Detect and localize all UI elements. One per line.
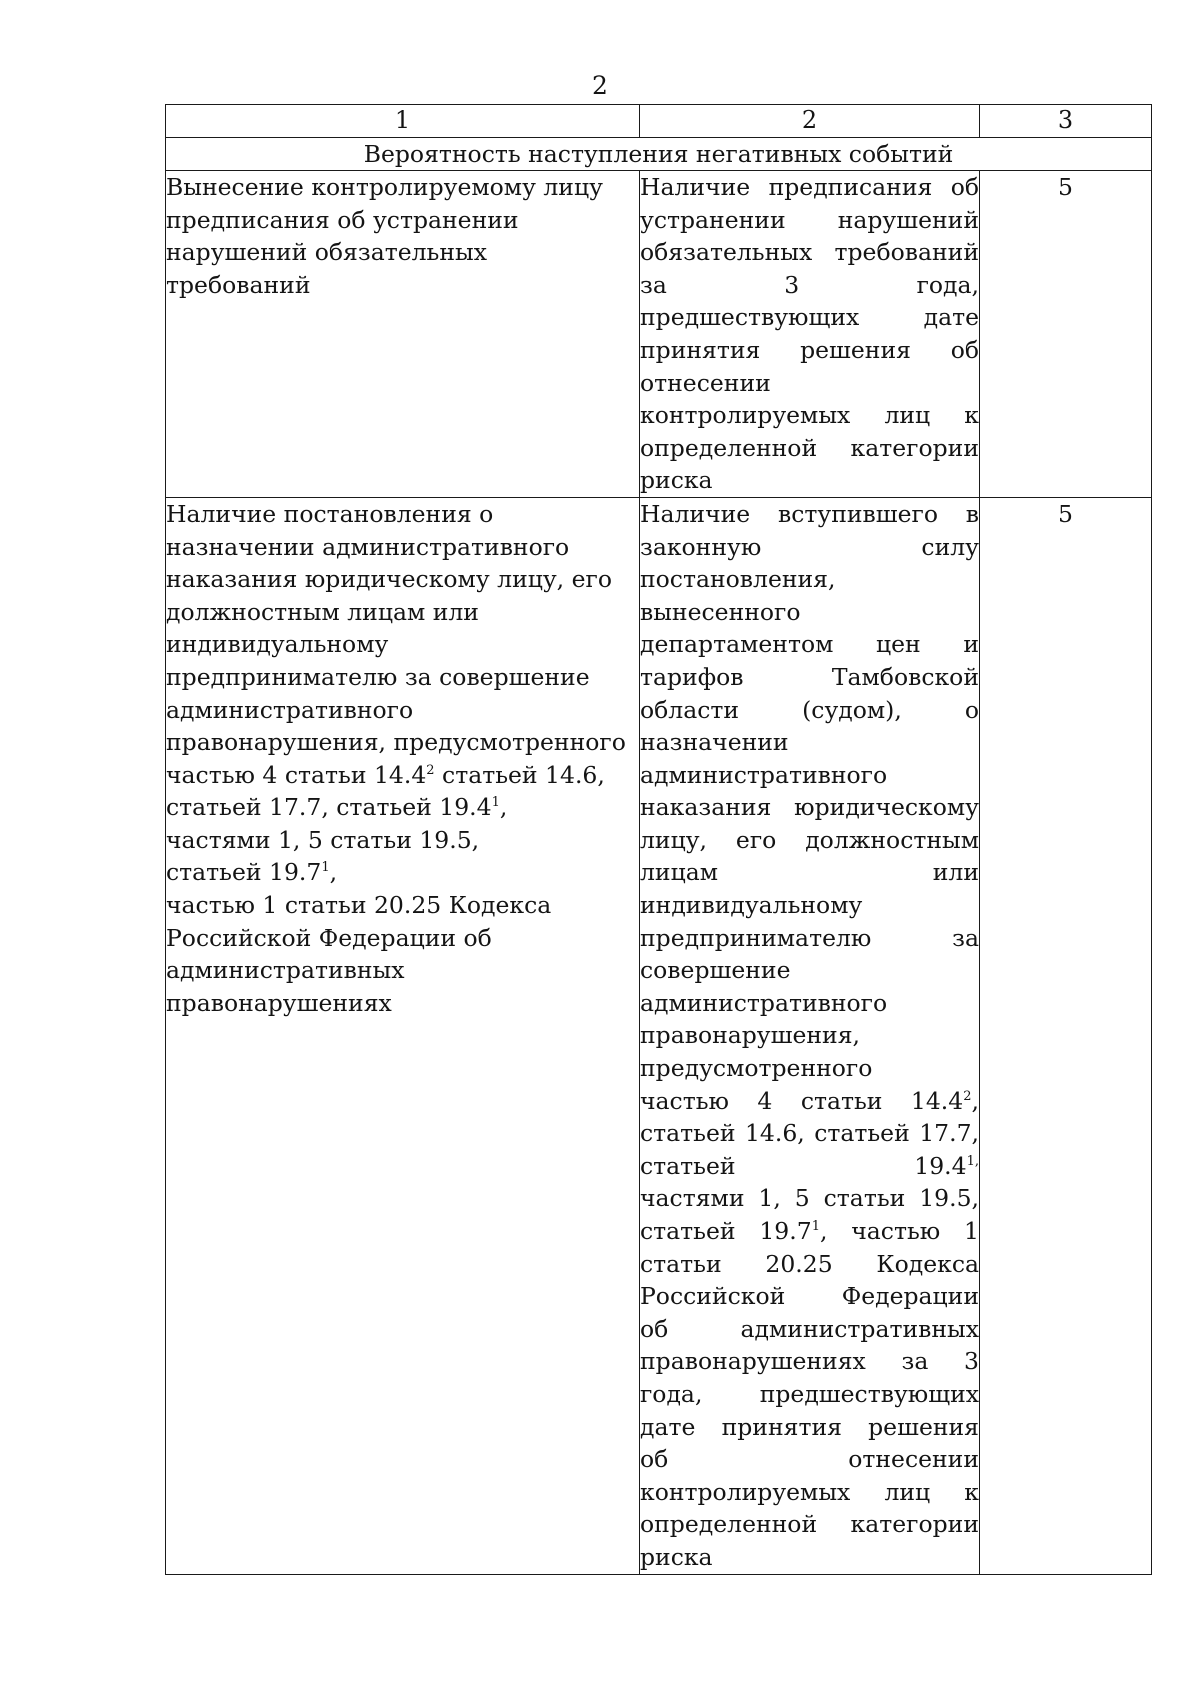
description-line: определенной категории — [640, 1510, 979, 1539]
description-line: контролируемых лиц к — [640, 1477, 979, 1506]
description-cell — [640, 497, 980, 1574]
description-line: риска — [640, 466, 713, 495]
description-line: принятия решения об — [640, 335, 979, 364]
description-line: индивидуальному — [640, 891, 863, 920]
description-cell — [640, 171, 980, 498]
criterion-line: частью 4 статьи 14.4$^2$ статьей 14.6, — [166, 760, 605, 789]
criterion-line: административных — [166, 956, 405, 985]
description-line: административного — [640, 760, 888, 789]
criterion-line: правонарушениях — [166, 988, 392, 1017]
description-line: департаментом цен и — [640, 630, 979, 659]
description-line: предпринимателю за — [640, 923, 979, 952]
description-line: устранении нарушений — [640, 205, 979, 234]
description-line: лицам или — [640, 858, 979, 887]
criterion-line: Вынесение контролируемому лицу — [166, 173, 603, 201]
page-number: 2 — [592, 71, 608, 100]
description-line: лицу, его должностным — [640, 825, 979, 854]
description-line: Наличие предписания об — [640, 173, 979, 201]
table-row — [166, 497, 1152, 1574]
description-line: статьей $19.4^{1,}$ — [640, 1151, 979, 1180]
description-line: контролируемых лиц к — [640, 401, 979, 430]
description-line: статьей 19.7$^1$, частью 1 — [640, 1217, 979, 1245]
description-line: правонарушения, — [640, 1021, 861, 1050]
description-line: правонарушениях за 3 — [640, 1347, 979, 1376]
description-line: об отнесении — [640, 1445, 979, 1474]
description-line: об административных — [640, 1314, 979, 1343]
description-line: частями 1, 5 статьи 19.5, — [640, 1184, 979, 1213]
criterion-line: нарушений обязательных — [166, 238, 487, 267]
section-title-row — [166, 138, 1152, 171]
criterion-line: административного — [166, 695, 414, 724]
description-line: Российской Федерации — [640, 1282, 979, 1311]
criterion-line: статьей 17.7, статьей 19.4$^1$, — [166, 793, 508, 822]
description-line: вынесенного — [640, 597, 801, 626]
description-line: Наличие вступившего в — [640, 499, 979, 528]
criterion-line: частями 1, 5 статьи 19.5, — [166, 825, 480, 854]
criterion-line: Наличие постановления о — [166, 499, 494, 528]
criterion-line: статьей 19.7$^1$, — [166, 858, 338, 887]
description-line: наказания юридическому — [640, 793, 979, 822]
description-line: статьей 14.6, статьей 17.7, — [640, 1119, 979, 1148]
description-line: статьи 20.25 Кодекса — [640, 1249, 979, 1278]
header-cell-3: 3 — [980, 105, 1152, 138]
description-line: области (судом), о — [640, 695, 979, 724]
description-line: определенной категории — [640, 433, 979, 462]
header-cell-1: 1 — [166, 105, 640, 138]
description-line: предшествующих дате — [640, 303, 979, 332]
risk-criteria-table — [165, 104, 1152, 1575]
criterion-line: Российской Федерации об — [166, 923, 492, 952]
description-line: административного — [640, 988, 888, 1017]
criterion-line: должностным лицам или — [166, 597, 479, 626]
description-line: назначении — [640, 728, 789, 757]
description-line: частью 4 статьи 14.4$^2$, — [640, 1086, 979, 1115]
criterion-line: индивидуальному — [166, 630, 389, 659]
criterion-cell — [166, 497, 640, 1574]
section-title: Вероятность наступления негативных событий — [166, 138, 1152, 171]
description-line: за 3 года, — [640, 270, 979, 299]
criterion-cell — [166, 171, 640, 498]
description-line: законную силу — [640, 532, 979, 561]
criterion-line: требований — [166, 270, 311, 299]
score-cell: 5 — [980, 497, 1152, 1574]
description-line: предусмотренного — [640, 1054, 873, 1083]
criterion-line: предпринимателю за совершение — [166, 662, 590, 691]
score-cell: 5 — [980, 171, 1152, 498]
criterion-line: частью 1 статьи 20.25 Кодекса — [166, 891, 552, 920]
criterion-line: назначении административного — [166, 532, 570, 561]
description-line: дате принятия решения — [640, 1412, 979, 1441]
description-line: постановления, — [640, 565, 836, 594]
header-cell-2: 2 — [640, 105, 980, 138]
description-line: совершение — [640, 956, 791, 985]
description-line: тарифов Тамбовской — [640, 662, 979, 691]
description-line: отнесении — [640, 368, 771, 397]
criterion-line: наказания юридическому лицу, его — [166, 565, 612, 594]
criterion-line: предписания об устранении — [166, 205, 519, 234]
table-header-row — [166, 105, 1152, 138]
description-line: года, предшествующих — [640, 1379, 979, 1408]
description-line: риска — [640, 1542, 713, 1571]
description-line: обязательных требований — [640, 238, 979, 267]
table-row — [166, 171, 1152, 498]
criterion-line: правонарушения, предусмотренного — [166, 728, 626, 757]
